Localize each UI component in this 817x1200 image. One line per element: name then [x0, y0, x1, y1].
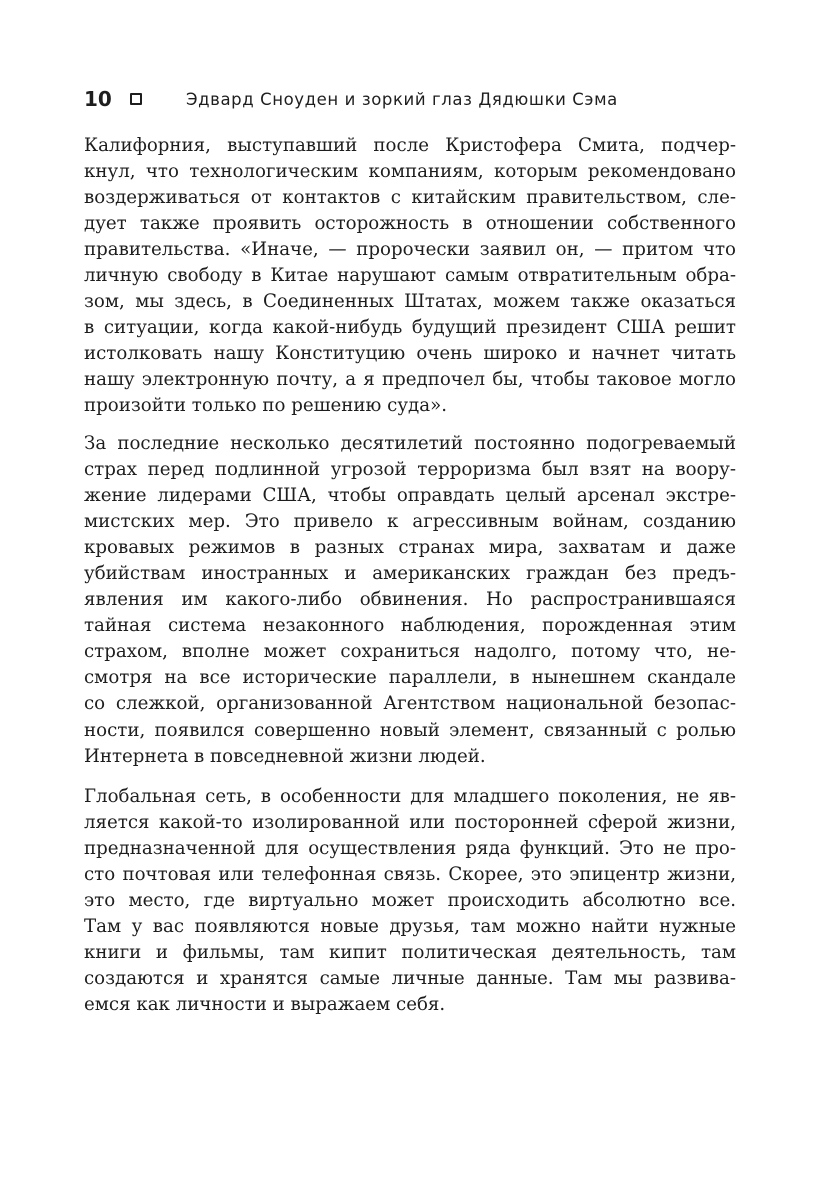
text-line: жение лидерами США, чтобы оправдать целый арсенал экстре- — [84, 485, 736, 507]
text-line: это место, где виртуально может происходить абсолютно все. — [84, 890, 736, 912]
text-line: Интернета в повседневной жизни людей. — [84, 745, 486, 767]
text-line: произойти только по решению суда». — [84, 395, 447, 417]
text-line: убийствам иностранных и американских граждан без предъ- — [84, 563, 736, 585]
text-line: Калифорния, выступавший после Кристофера Смита, подчер- — [84, 135, 736, 156]
text-line: страх перед подлинной угрозой терроризма был взят на воору- — [84, 459, 736, 481]
text-line: тайная система незаконного наблюдения, порожденная этим — [84, 615, 736, 637]
text-line: кнул, что технологическим компаниям, которым рекомендовано — [84, 161, 736, 183]
text-line: истолковать нашу Конституцию очень широко и начнет читать — [84, 343, 736, 365]
text-line: воздерживаться от контактов с китайским правительством, сле- — [84, 187, 736, 209]
text-line: создаются и хранятся самые личные данные. Там мы развива- — [84, 968, 736, 990]
page-number: 10 — [84, 87, 112, 111]
text-line: кровавых режимов в разных странах мира, захватам и даже — [84, 537, 736, 559]
text-line: зом, мы здесь, в Соединенных Штатах, можем также оказаться — [84, 291, 736, 313]
text-line: емся как личности и выражаем себя. — [84, 994, 446, 1016]
text-line: предназначенной для осуществления ряда функций. Это не про- — [84, 838, 736, 860]
paragraph — [84, 431, 736, 770]
text-line: книги и фильмы, там кипит политическая деятельность, там — [84, 942, 736, 964]
square-outline-icon — [130, 93, 142, 105]
paragraph — [84, 133, 736, 420]
running-header — [84, 84, 618, 114]
text-line: смотря на все исторические параллели, в нынешнем скандале — [84, 667, 736, 689]
text-line: личную свободу в Китае нарушают самым отвратительным обра- — [84, 265, 736, 287]
text-line: мистских мер. Это привело к агрессивным войнам, созданию — [84, 511, 736, 533]
paragraph — [84, 784, 736, 1018]
text-line: Глобальная сеть, в особенности для младшего поколения, не яв- — [84, 786, 736, 807]
text-line: сто почтовая или телефонная связь. Скорее, это эпицентр жизни, — [84, 864, 736, 886]
text-line: дует также проявить осторожность в отношении собственного — [84, 213, 736, 235]
text-line: страхом, вполне может сохраниться надолго, потому что, не- — [84, 641, 736, 663]
text-line: ности, появился совершенно новый элемент, связанный с ролью — [84, 719, 736, 741]
text-line: ляется какой-то изолированной или посторонней сферой жизни, — [84, 812, 736, 834]
text-line: со слежкой, организованной Агентством национальной безопас- — [84, 693, 736, 715]
text-line: явления им какого-либо обвинения. Но распространившаяся — [84, 589, 736, 611]
text-line: в ситуации, когда какой-нибудь будущий президент США решит — [84, 317, 736, 339]
text-line: Там у вас появляются новые друзья, там можно найти нужные — [84, 916, 736, 938]
running-header-title: Эдвард Сноуден и зоркий глаз Дядюшки Сэма — [186, 89, 618, 109]
text-line: нашу электронную почту, а я предпочел бы, чтобы таковое могло — [84, 369, 736, 391]
text-line: правительства. «Иначе, — пророчески заявил он, — притом что — [84, 239, 736, 261]
text-line: За последние несколько десятилетий постоянно подогреваемый — [84, 433, 736, 454]
